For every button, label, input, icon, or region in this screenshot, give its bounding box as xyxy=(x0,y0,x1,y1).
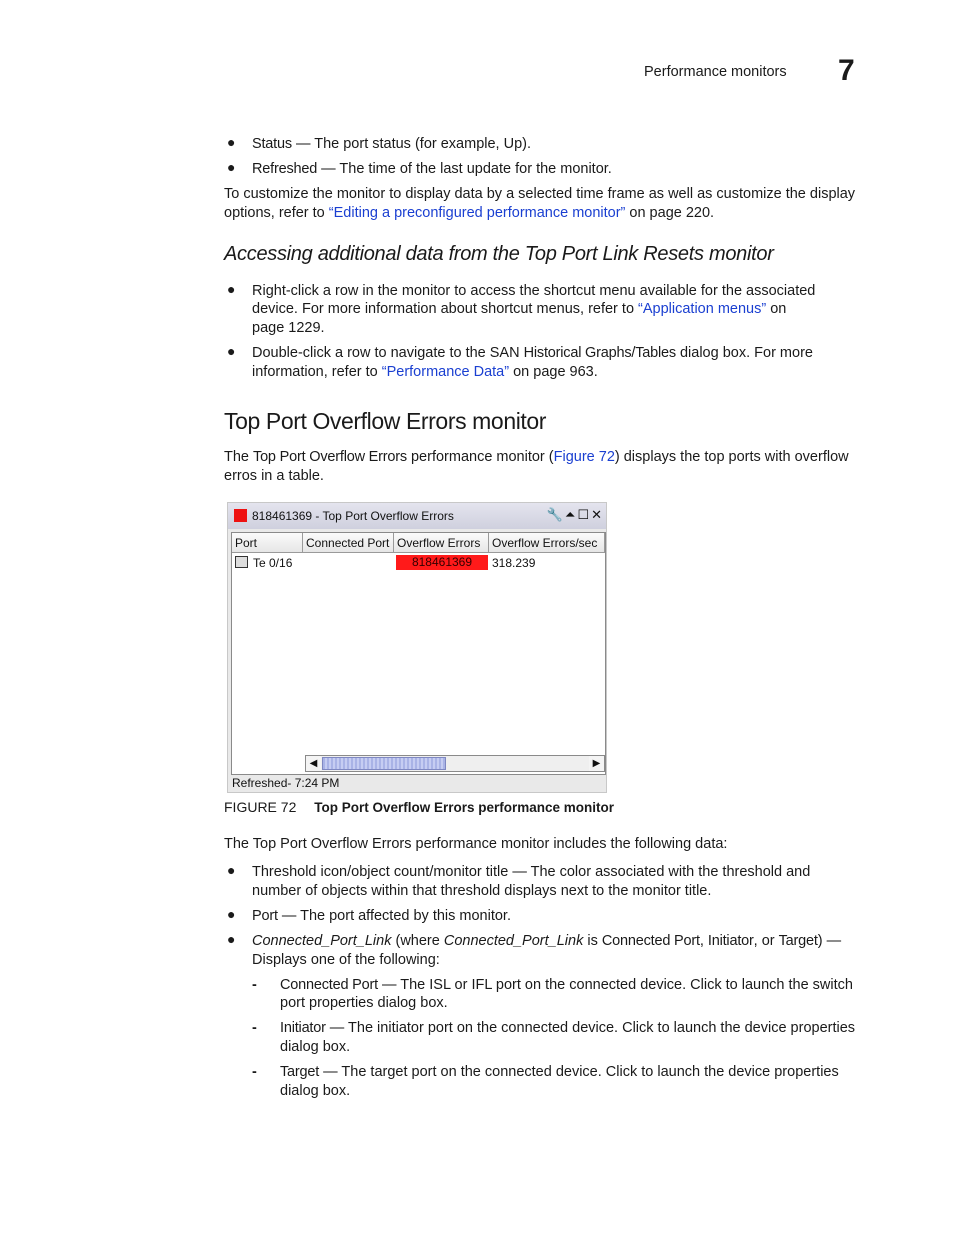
term: Port xyxy=(252,908,278,924)
list-item: Initiator — The initiator port on the connected device. Click to launch the device properties xyxy=(280,1020,856,1036)
wrench-icon[interactable]: 🔧 xyxy=(546,507,564,522)
port-cell: Te 0/16 xyxy=(235,554,305,572)
list-item: Port — The port affected by this monitor. xyxy=(252,908,511,924)
list-item: port properties dialog box. xyxy=(280,995,448,1011)
overflow-errors-cell: 818461369 xyxy=(396,555,488,570)
term: Status xyxy=(252,136,292,152)
column-header-overflow-errors-sec[interactable]: Overflow Errors/sec xyxy=(489,533,605,553)
column-header-port[interactable]: Port xyxy=(232,533,303,553)
term: Refreshed xyxy=(252,161,318,177)
status-refreshed: Refreshed- 7:24 PM xyxy=(232,776,340,790)
column-header-overflow-errors[interactable]: Overflow Errors xyxy=(394,533,489,553)
bullet-icon: ● xyxy=(227,343,236,359)
maximize-icon[interactable]: ☐ xyxy=(577,507,590,522)
subsection-heading: Accessing additional data from the Top Port Link Resets monitor xyxy=(224,243,774,265)
list-item: information, refer to “Performance Data” on page 963. xyxy=(252,364,598,380)
monitor-window xyxy=(227,502,607,793)
bullet-icon: ● xyxy=(227,931,236,947)
connected-port-cell xyxy=(303,554,394,572)
dash-bullet: - xyxy=(252,977,257,993)
window-title: 818461369 - Top Port Overflow Errors xyxy=(252,509,454,523)
list-item: Connected_Port_Link (where Connected_Port_Link is Connected Port, Initiator, or Target) — xyxy=(252,933,842,949)
paragraph: options, refer to “Editing a preconfigured performance monitor” on page 220. xyxy=(224,205,715,221)
paragraph: To customize the monitor to display data by a selected time frame as well as customize the display xyxy=(224,186,856,202)
bullet-icon: ● xyxy=(227,134,236,150)
overflow-rate-cell: 318.239 xyxy=(492,556,536,570)
scroll-right-icon[interactable]: ▶ xyxy=(589,756,604,771)
list-item: Target — The target port on the connected device. Click to launch the device properties xyxy=(280,1064,839,1080)
column-header-connected-port[interactable]: Connected Port xyxy=(303,533,394,553)
list-item: Connected Port — The ISL or IFL port on the connected device. Click to launch the switch xyxy=(280,977,853,993)
section-title: Top Port Overflow Errors monitor xyxy=(224,408,547,434)
list-item: Right-click a row in the monitor to access the shortcut menu available for the associated xyxy=(252,283,816,299)
running-header: Performance monitors xyxy=(644,64,787,80)
bullet-icon: ● xyxy=(227,862,236,878)
bullet-icon: ● xyxy=(227,281,236,297)
figure-caption xyxy=(224,799,614,815)
list-item: Refreshed — The time of the last update for the monitor. xyxy=(252,161,612,177)
horizontal-scrollbar[interactable] xyxy=(305,755,605,772)
paragraph: The Top Port Overflow Errors performance monitor (Figure 72) displays the top ports with overflow xyxy=(224,449,849,465)
cross-reference-link[interactable]: “Application menus” xyxy=(638,301,767,317)
paragraph: The Top Port Overflow Errors performance monitor includes the following data: xyxy=(224,836,728,852)
list-item: Status — The port status (for example, Up). xyxy=(252,136,531,152)
list-item: Displays one of the following: xyxy=(252,952,440,968)
port-icon xyxy=(235,556,248,568)
figure-link[interactable]: Figure 72 xyxy=(553,449,615,465)
list-item: number of objects within that threshold displays next to the monitor title. xyxy=(252,883,712,899)
term: Top Port Overflow Errors xyxy=(253,449,407,465)
term: Historical Graphs/Tables xyxy=(523,345,676,361)
list-item: dialog box. xyxy=(280,1083,351,1099)
scroll-left-icon[interactable]: ◀ xyxy=(306,756,321,771)
chapter-number: 7 xyxy=(838,54,855,87)
window-titlebar[interactable] xyxy=(228,503,606,529)
cross-reference-link[interactable]: “Editing a preconfigured performance monitor” xyxy=(328,205,626,221)
close-icon[interactable]: ✕ xyxy=(591,507,602,522)
bullet-icon: ● xyxy=(227,159,236,175)
list-item: page 1229. xyxy=(252,320,325,336)
cross-reference-link[interactable]: “Performance Data” xyxy=(381,364,510,380)
list-item: Threshold icon/object count/monitor title — The color associated with the threshold and xyxy=(252,864,811,880)
caption-label: FIGURE 72 xyxy=(224,799,297,815)
dash-bullet: - xyxy=(252,1064,257,1080)
list-item: device. For more information about shortcut menus, refer to “Application menus” on xyxy=(252,301,787,317)
monitor-table xyxy=(231,532,606,775)
threshold-icon xyxy=(234,509,247,522)
scrollbar-thumb[interactable] xyxy=(322,757,446,770)
collapse-icon[interactable]: ⏶ xyxy=(565,507,576,522)
paragraph: erros in a table. xyxy=(224,468,324,484)
caption-text: Top Port Overflow Errors performance monitor xyxy=(314,800,615,815)
list-item: dialog box. xyxy=(280,1039,351,1055)
list-item: Double-click a row to navigate to the SAN Historical Graphs/Tables dialog box. For more xyxy=(252,345,813,361)
dash-bullet: - xyxy=(252,1020,257,1036)
bullet-icon: ● xyxy=(227,906,236,922)
